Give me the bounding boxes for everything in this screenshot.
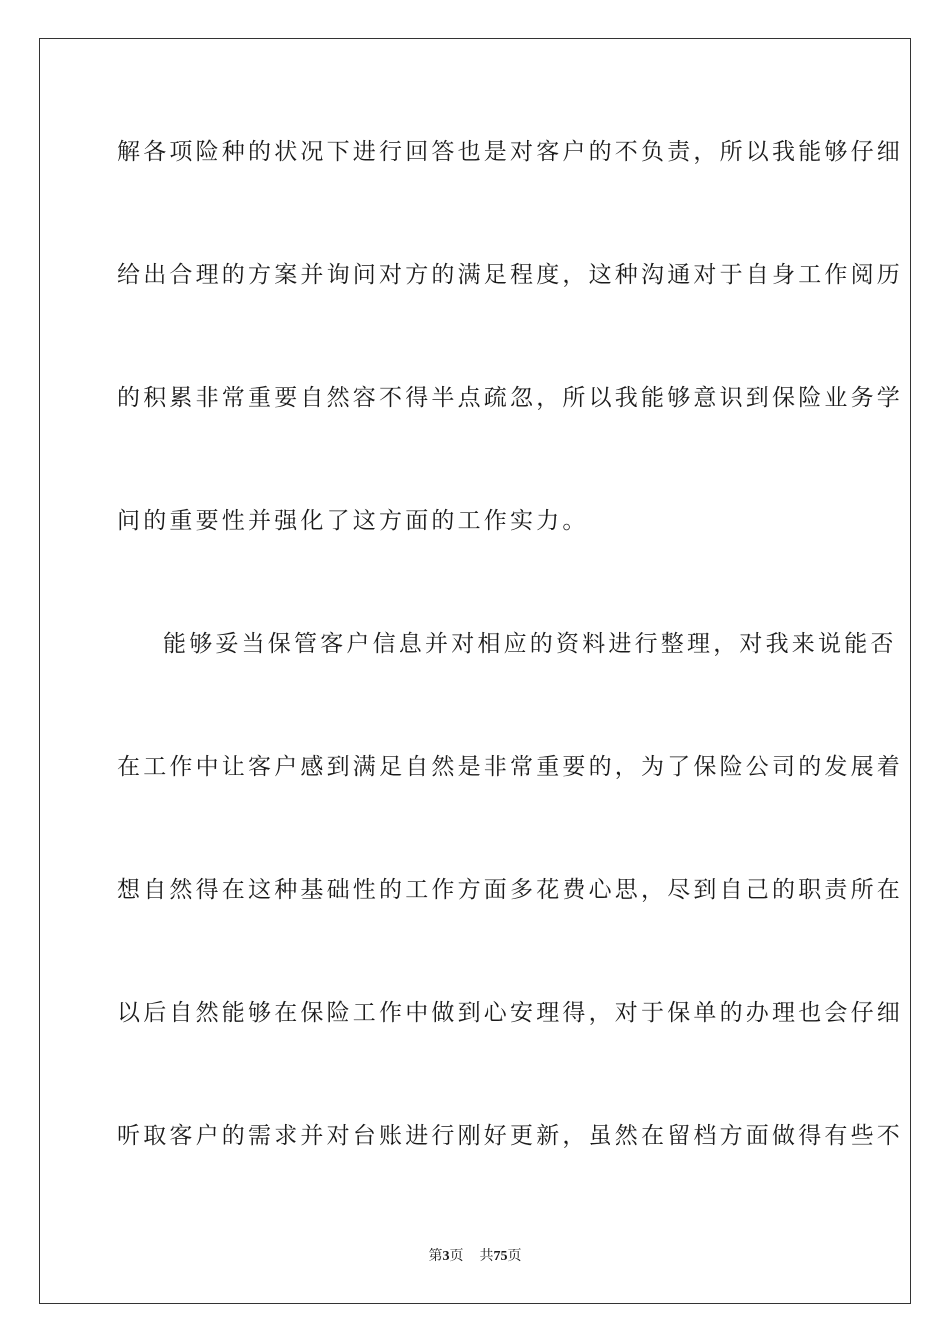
text-line: 以后自然能够在保险工作中做到心安理得，对于保单的办理也会仔细 [117, 1000, 903, 1026]
text-line: 的积累非常重要自然容不得半点疏忽，所以我能够意识到保险业务学 [117, 385, 903, 411]
text-line: 想自然得在这种基础性的工作方面多花费心思，尽到自己的职责所在 [117, 877, 903, 903]
page-suffix: 页 [449, 1248, 464, 1264]
page-prefix: 第 [428, 1248, 443, 1264]
page-border [39, 38, 911, 1304]
text-line: 解各项险种的状况下进行回答也是对客户的不负责，所以我能够仔细 [117, 139, 903, 165]
text-line: 听取客户的需求并对台账进行刚好更新，虽然在留档方面做得有些不 [117, 1123, 903, 1149]
page-footer [0, 1247, 950, 1266]
text-line: 问的重要性并强化了这方面的工作实力。 [117, 508, 589, 534]
total-prefix: 共 [479, 1248, 494, 1264]
text-line: 在工作中让客户感到满足自然是非常重要的，为了保险公司的发展着 [117, 754, 903, 780]
total-suffix: 页 [507, 1248, 522, 1264]
text-line: 给出合理的方案并询问对方的满足程度，这种沟通对于自身工作阅历 [117, 262, 903, 288]
page-number: 3 [442, 1249, 450, 1264]
paragraph-first-line: 能够妥当保管客户信息并对相应的资料进行整理，对我来说能否 [163, 631, 897, 657]
total-pages: 75 [493, 1249, 508, 1264]
